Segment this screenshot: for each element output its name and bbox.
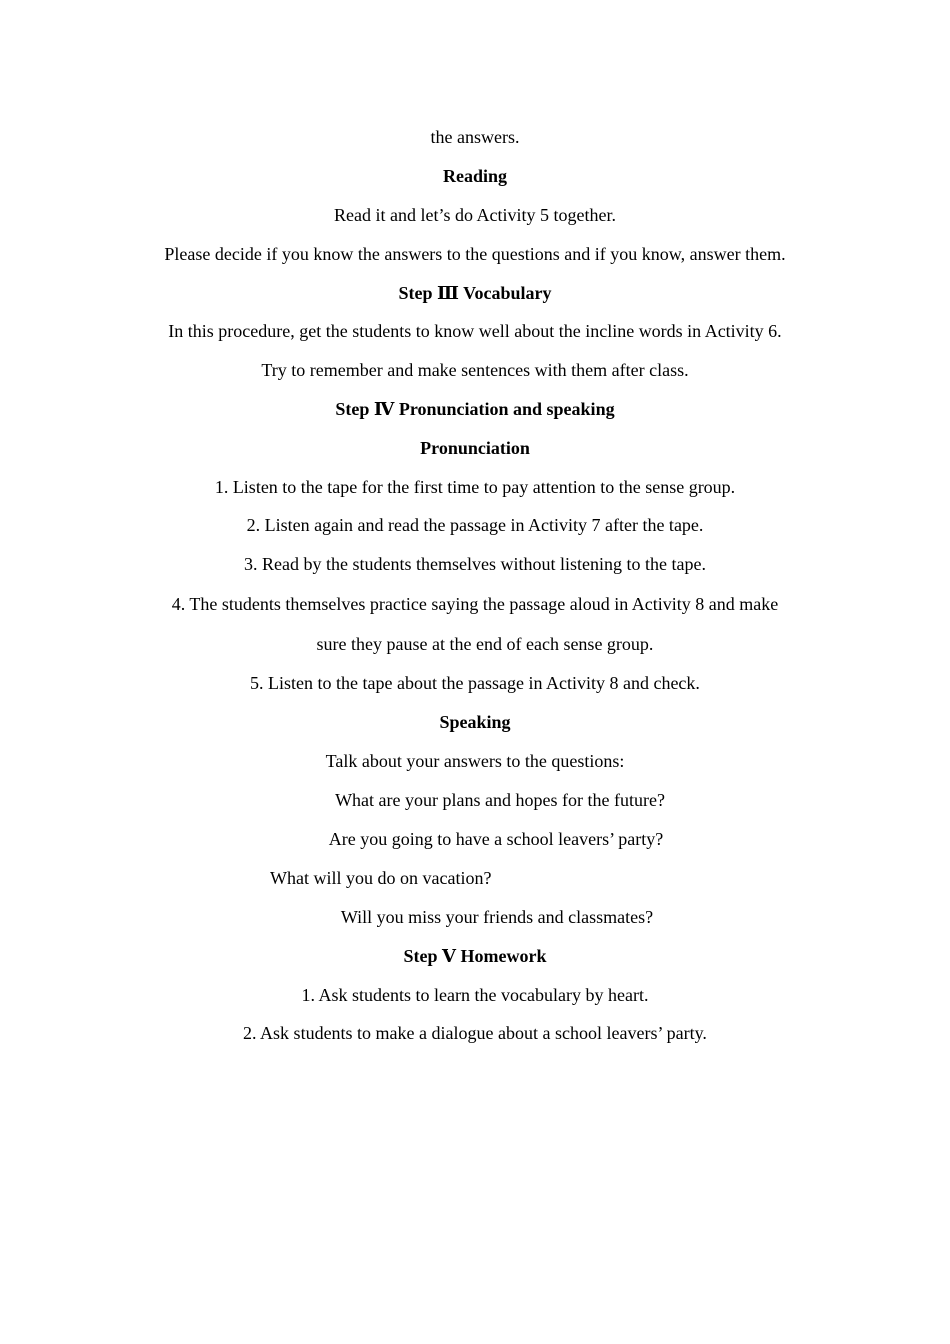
text-line-decide: Please decide if you know the answers to the questions and if you know, answer them.	[164, 244, 786, 264]
text-line-procedure: In this procedure, get the students to know well about the incline words in Activity 6.	[168, 321, 782, 341]
list-item-4-continuation: sure they pause at the end of each sense group.	[316, 634, 654, 654]
list-item-5-listen-check: 5. Listen to the tape about the passage in Activity 8 and check.	[250, 673, 700, 693]
question-party: Are you going to have a school leavers’ party?	[328, 829, 664, 849]
homework-item-1: 1. Ask students to learn the vocabulary by heart.	[301, 985, 649, 1005]
text-line-answers: the answers.	[430, 127, 520, 147]
list-item-3-read-themselves: 3. Read by the students themselves without listening to the tape.	[244, 554, 706, 574]
heading-reading: Reading	[442, 166, 507, 186]
question-plans-hopes: What are your plans and hopes for the future?	[335, 790, 665, 810]
heading-step-4-pronunciation-speaking: Step Ⅳ Pronunciation and speaking	[335, 399, 615, 419]
question-miss-friends: Will you miss your friends and classmates?	[340, 907, 654, 927]
list-item-4-practice: 4. The students themselves practice saying the passage aloud in Activity 8 and make	[171, 594, 779, 614]
question-vacation: What will you do on vacation?	[270, 868, 492, 888]
heading-speaking: Speaking	[439, 712, 511, 732]
list-item-2-listen-again: 2. Listen again and read the passage in Activity 7 after the tape.	[246, 515, 704, 535]
text-line-activity-5: Read it and let’s do Activity 5 together.	[334, 205, 616, 225]
homework-item-2: 2. Ask students to make a dialogue about a school leavers’ party.	[243, 1023, 707, 1043]
list-item-1-listen-first: 1. Listen to the tape for the first time to pay attention to the sense group.	[214, 477, 736, 497]
text-line-remember: Try to remember and make sentences with them after class.	[261, 360, 689, 380]
heading-step-5-homework: Step Ⅴ Homework	[403, 946, 547, 966]
text-line-talk-about: Talk about your answers to the questions:	[325, 751, 625, 771]
heading-step-3-vocabulary: Step Ⅲ Vocabulary	[398, 283, 552, 303]
heading-pronunciation: Pronunciation	[420, 438, 530, 458]
